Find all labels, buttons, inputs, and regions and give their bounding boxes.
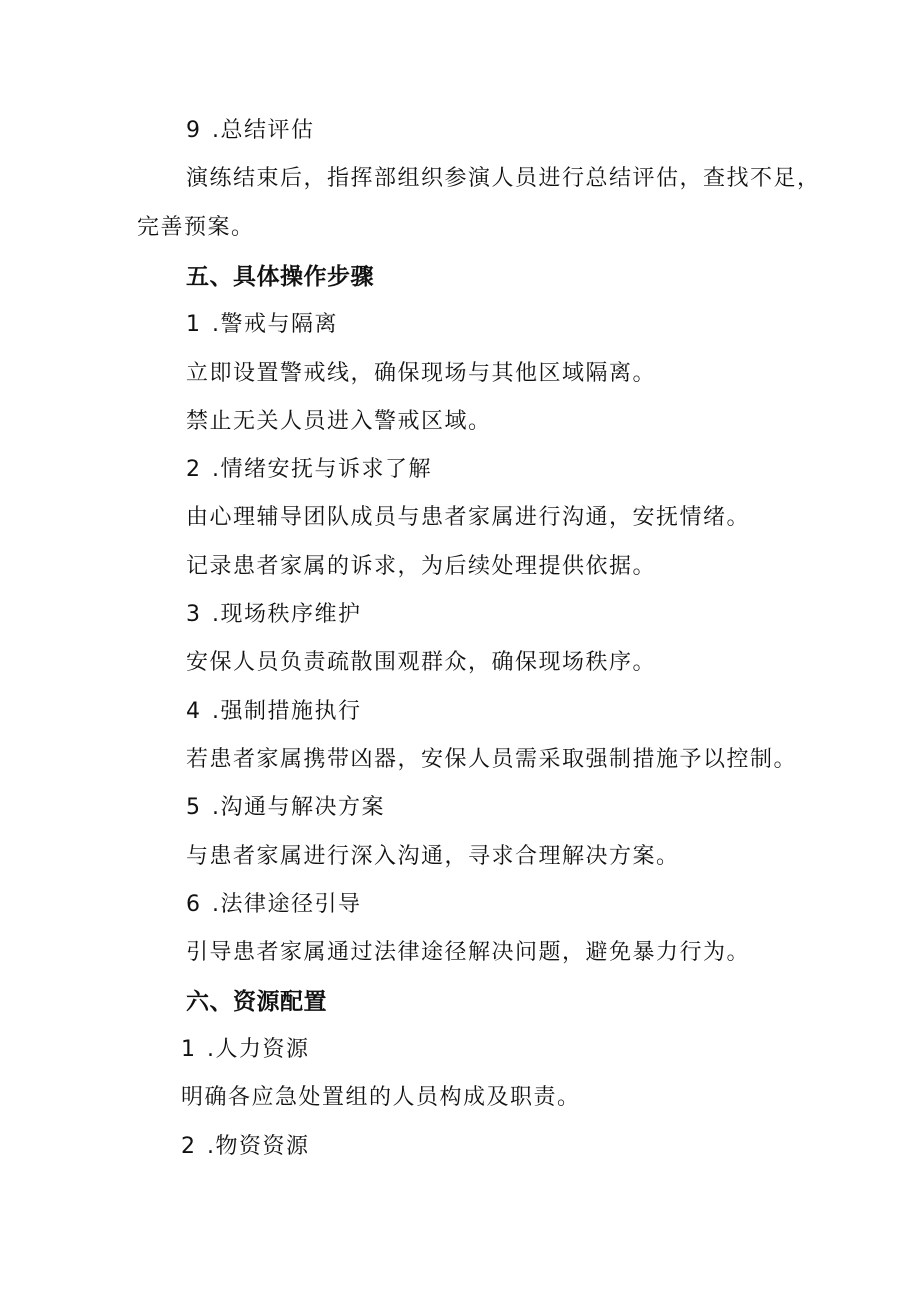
subheading-9 <box>186 116 315 146</box>
subheading-text: .现场秩序维护 <box>212 602 362 627</box>
paragraph: 明确各应急处置组的人员构成及职责。 <box>181 1085 581 1110</box>
subheading-text: .人力资源 <box>207 1037 310 1062</box>
subheading-text: .沟通与解决方案 <box>212 795 385 820</box>
paragraph: 引导患者家属通过法律途径解决问题，避免暴力行为。 <box>186 940 751 965</box>
paragraph: 若患者家属携带凶器，安保人员需采取强制措施予以控制。 <box>186 747 798 772</box>
subheading-1 <box>186 310 338 340</box>
item-number: 1 <box>186 312 202 337</box>
paragraph: 禁止无关人员进入警戒区域。 <box>186 409 492 434</box>
paragraph: 与患者家属进行深入沟通，寻求合理解决方案。 <box>186 844 680 869</box>
item-number: 6 <box>186 892 202 917</box>
section-heading-6: 六、资源配置 <box>186 989 327 1015</box>
item-number: 5 <box>186 795 202 820</box>
subheading-text: .总结评估 <box>212 118 315 143</box>
subheading-3 <box>186 600 362 630</box>
paragraph: 演练结束后，指挥部组织参演人员进行总结评估，查找不足， <box>186 166 821 191</box>
paragraph: 由心理辅导团队成员与患者家属进行沟通，安抚情绪。 <box>186 505 751 530</box>
subheading-2 <box>186 455 432 485</box>
subheading-text: .情绪安抚与诉求了解 <box>212 457 432 482</box>
subheading-text: .强制措施执行 <box>212 699 362 724</box>
item-number: 4 <box>186 699 202 724</box>
subheading-1 <box>181 1035 310 1065</box>
subheading-text: .物资资源 <box>207 1134 310 1159</box>
subheading-text: .警戒与隔离 <box>212 312 338 337</box>
subheading-6 <box>186 890 362 920</box>
subheading-text: .法律途径引导 <box>212 892 362 917</box>
paragraph: 记录患者家属的诉求，为后续处理提供依据。 <box>186 554 657 579</box>
item-number: 3 <box>186 602 202 627</box>
item-number: 9 <box>186 118 202 143</box>
subheading-4 <box>186 697 362 727</box>
paragraph-continuation: 完善预案。 <box>137 215 255 240</box>
subheading-5 <box>186 793 385 823</box>
item-number: 1 <box>181 1037 197 1062</box>
section-heading-5: 五、具体操作步骤 <box>186 264 374 290</box>
paragraph: 安保人员负责疏散围观群众，确保现场秩序。 <box>186 650 657 675</box>
paragraph: 立即设置警戒线，确保现场与其他区域隔离。 <box>186 361 657 386</box>
subheading-2 <box>181 1132 310 1162</box>
item-number: 2 <box>181 1134 197 1159</box>
item-number: 2 <box>186 457 202 482</box>
